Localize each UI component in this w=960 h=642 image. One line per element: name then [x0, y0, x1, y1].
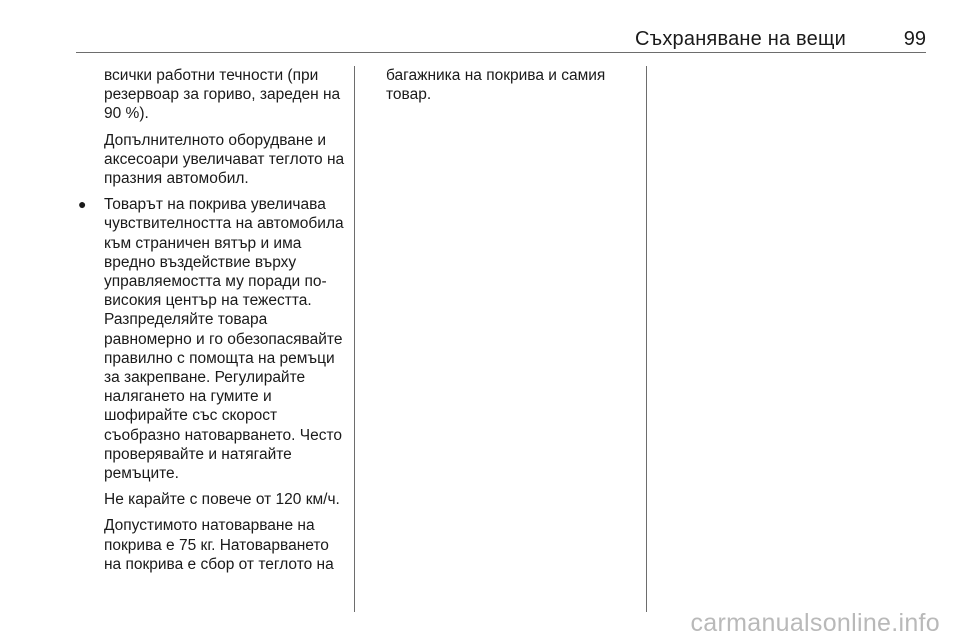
bullet-item-roof-load: [78, 195, 349, 483]
paragraph-accessories: Допълнителното оборудване и аксесоари увеличават теглото на празния автомобил.: [104, 131, 345, 188]
column-divider-left: [354, 66, 355, 612]
page-header: [76, 26, 926, 53]
paragraph-permissible-load: Допустимото натоварване на покрива е 75 кг. Натоварването на покрива е сбор от теглото на: [104, 517, 334, 573]
paragraph-fluids: всички работни течности (при резервоар за гориво, зареден на 90 %).: [104, 67, 341, 123]
paragraph-load-continuation: багажника на покрива и самия товар.: [386, 67, 606, 104]
paragraph-speed-limit: Не карайте с повече от 120 км/ч.: [104, 491, 340, 509]
column-divider-right: [646, 66, 647, 612]
watermark-text: carmanualsonline.info: [690, 609, 940, 637]
text-column-1: [78, 66, 349, 581]
section-title: Съхраняване на вещи: [635, 28, 846, 50]
page-number: 99: [903, 28, 926, 50]
bullet-icon: ●: [78, 196, 87, 213]
bullet-text: Товарът на покрива увеличава чувствителността на автомобила към страничен вятър и има вредно въздействие върху управляемостта му поради по-високия център на тежестта. Разпределяйте товара равномерно и го обезопасявайте правилно с помощта на ремъци за закрепване. Регулирайте налягането на гумите и шофирайте със скорост съобразно натоварването. Често проверявайте и натягайте ремъците.: [104, 196, 344, 483]
text-column-2: [386, 66, 636, 111]
